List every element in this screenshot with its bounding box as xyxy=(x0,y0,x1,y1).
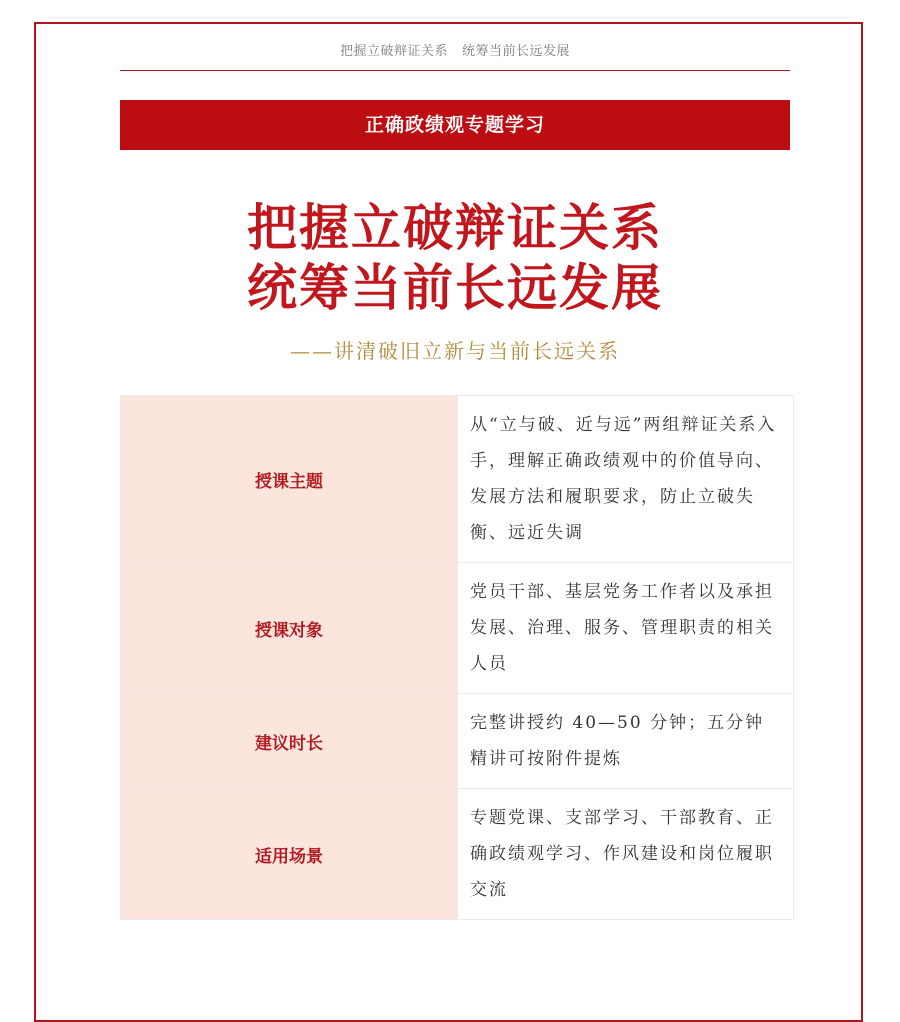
header-divider xyxy=(120,70,790,71)
row-value: 专题党课、支部学习、干部教育、正确政绩观学习、作风建设和岗位履职交流 xyxy=(458,789,794,920)
course-info-table xyxy=(120,395,794,920)
running-header-right: 统筹当前长远发展 xyxy=(462,44,571,59)
row-label: 建议时长 xyxy=(121,694,458,789)
row-label: 授课对象 xyxy=(121,563,458,694)
table-row xyxy=(121,694,794,789)
main-title-line-1: 把握立破辩证关系 xyxy=(247,199,663,257)
main-title xyxy=(120,198,790,318)
row-label: 适用场景 xyxy=(121,789,458,920)
topic-banner xyxy=(120,100,790,150)
table-row xyxy=(121,563,794,694)
topic-banner-text: 正确政绩观专题学习 xyxy=(364,114,545,136)
row-value: 党员干部、基层党务工作者以及承担发展、治理、服务、管理职责的相关人员 xyxy=(458,563,794,694)
running-header xyxy=(120,40,790,59)
row-value: 从“立与破、近与远”两组辩证关系入手，理解正确政绩观中的价值导向、发展方法和履职要求，防止立破失衡、远近失调 xyxy=(458,396,794,563)
row-value: 完整讲授约 40—50 分钟；五分钟精讲可按附件提炼 xyxy=(458,694,794,789)
table-row xyxy=(121,396,794,563)
running-header-left: 把握立破辩证关系 xyxy=(339,44,448,59)
main-title-line-2: 统筹当前长远发展 xyxy=(247,259,663,317)
subtitle: ——讲清破旧立新与当前长远关系 xyxy=(290,339,620,363)
table-row xyxy=(121,789,794,920)
row-label: 授课主题 xyxy=(121,396,458,563)
